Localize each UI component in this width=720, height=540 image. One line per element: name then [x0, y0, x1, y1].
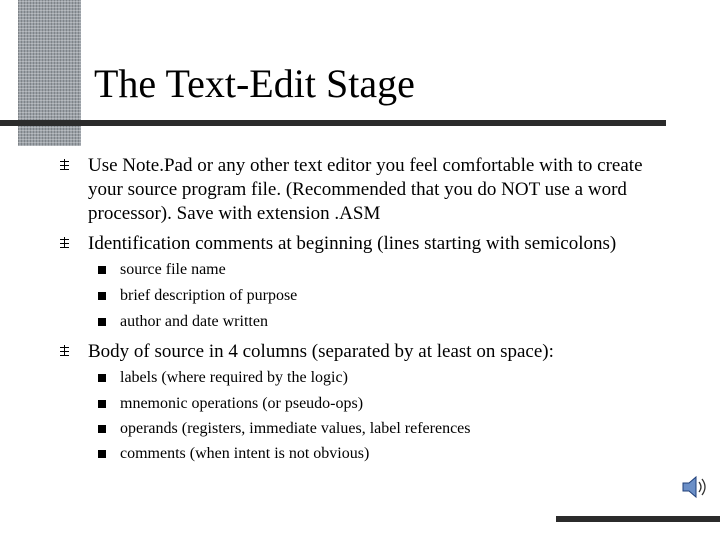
bullet-text: Body of source in 4 columns (separated by at least on space): [88, 341, 554, 362]
bottom-rule [556, 516, 720, 522]
square-bullet-icon [98, 374, 106, 382]
square-bullet-icon [98, 400, 106, 408]
sub-bullet-text: labels (where required by the logic) [120, 369, 348, 386]
speaker-icon[interactable] [680, 474, 710, 500]
sub-bullet [120, 394, 363, 414]
sub-bullet-text: comments (when intent is not obvious) [120, 445, 370, 462]
sub-bullet-text: operands (registers, immediate values, label references [120, 420, 471, 437]
bullet-identification-comments [88, 232, 678, 256]
bullet-text: Identification comments at beginning (lines starting with semicolons) [88, 233, 617, 254]
square-bullet-icon [98, 292, 106, 300]
bullet-icon [60, 159, 69, 170]
bullet-text: Use Note.Pad or any other text editor you feel comfortable with to create your source program file. (Recommended that you do NOT use a word processor). Save with extension .ASM [88, 155, 643, 224]
sub-bullet-text: mnemonic operations (or pseudo-ops) [120, 395, 364, 412]
bullet-body-columns [88, 340, 678, 364]
sub-bullet-text: author and date written [120, 313, 268, 330]
sub-bullet [120, 419, 471, 439]
bullet-icon [60, 237, 69, 248]
sub-bullet [120, 312, 268, 332]
sub-bullet-text: brief description of purpose [120, 287, 298, 304]
title-rule [0, 120, 666, 126]
bullet-icon [60, 345, 69, 356]
sub-bullet [120, 444, 369, 464]
square-bullet-icon [98, 450, 106, 458]
sub-bullet [120, 260, 226, 280]
square-bullet-icon [98, 318, 106, 326]
sub-bullet [120, 368, 348, 388]
sub-bullet-text: source file name [120, 261, 226, 278]
square-bullet-icon [98, 266, 106, 274]
slide-title: The Text-Edit Stage [94, 61, 415, 106]
bullet-text-editor [88, 154, 678, 226]
sub-bullet [120, 286, 297, 306]
square-bullet-icon [98, 425, 106, 433]
